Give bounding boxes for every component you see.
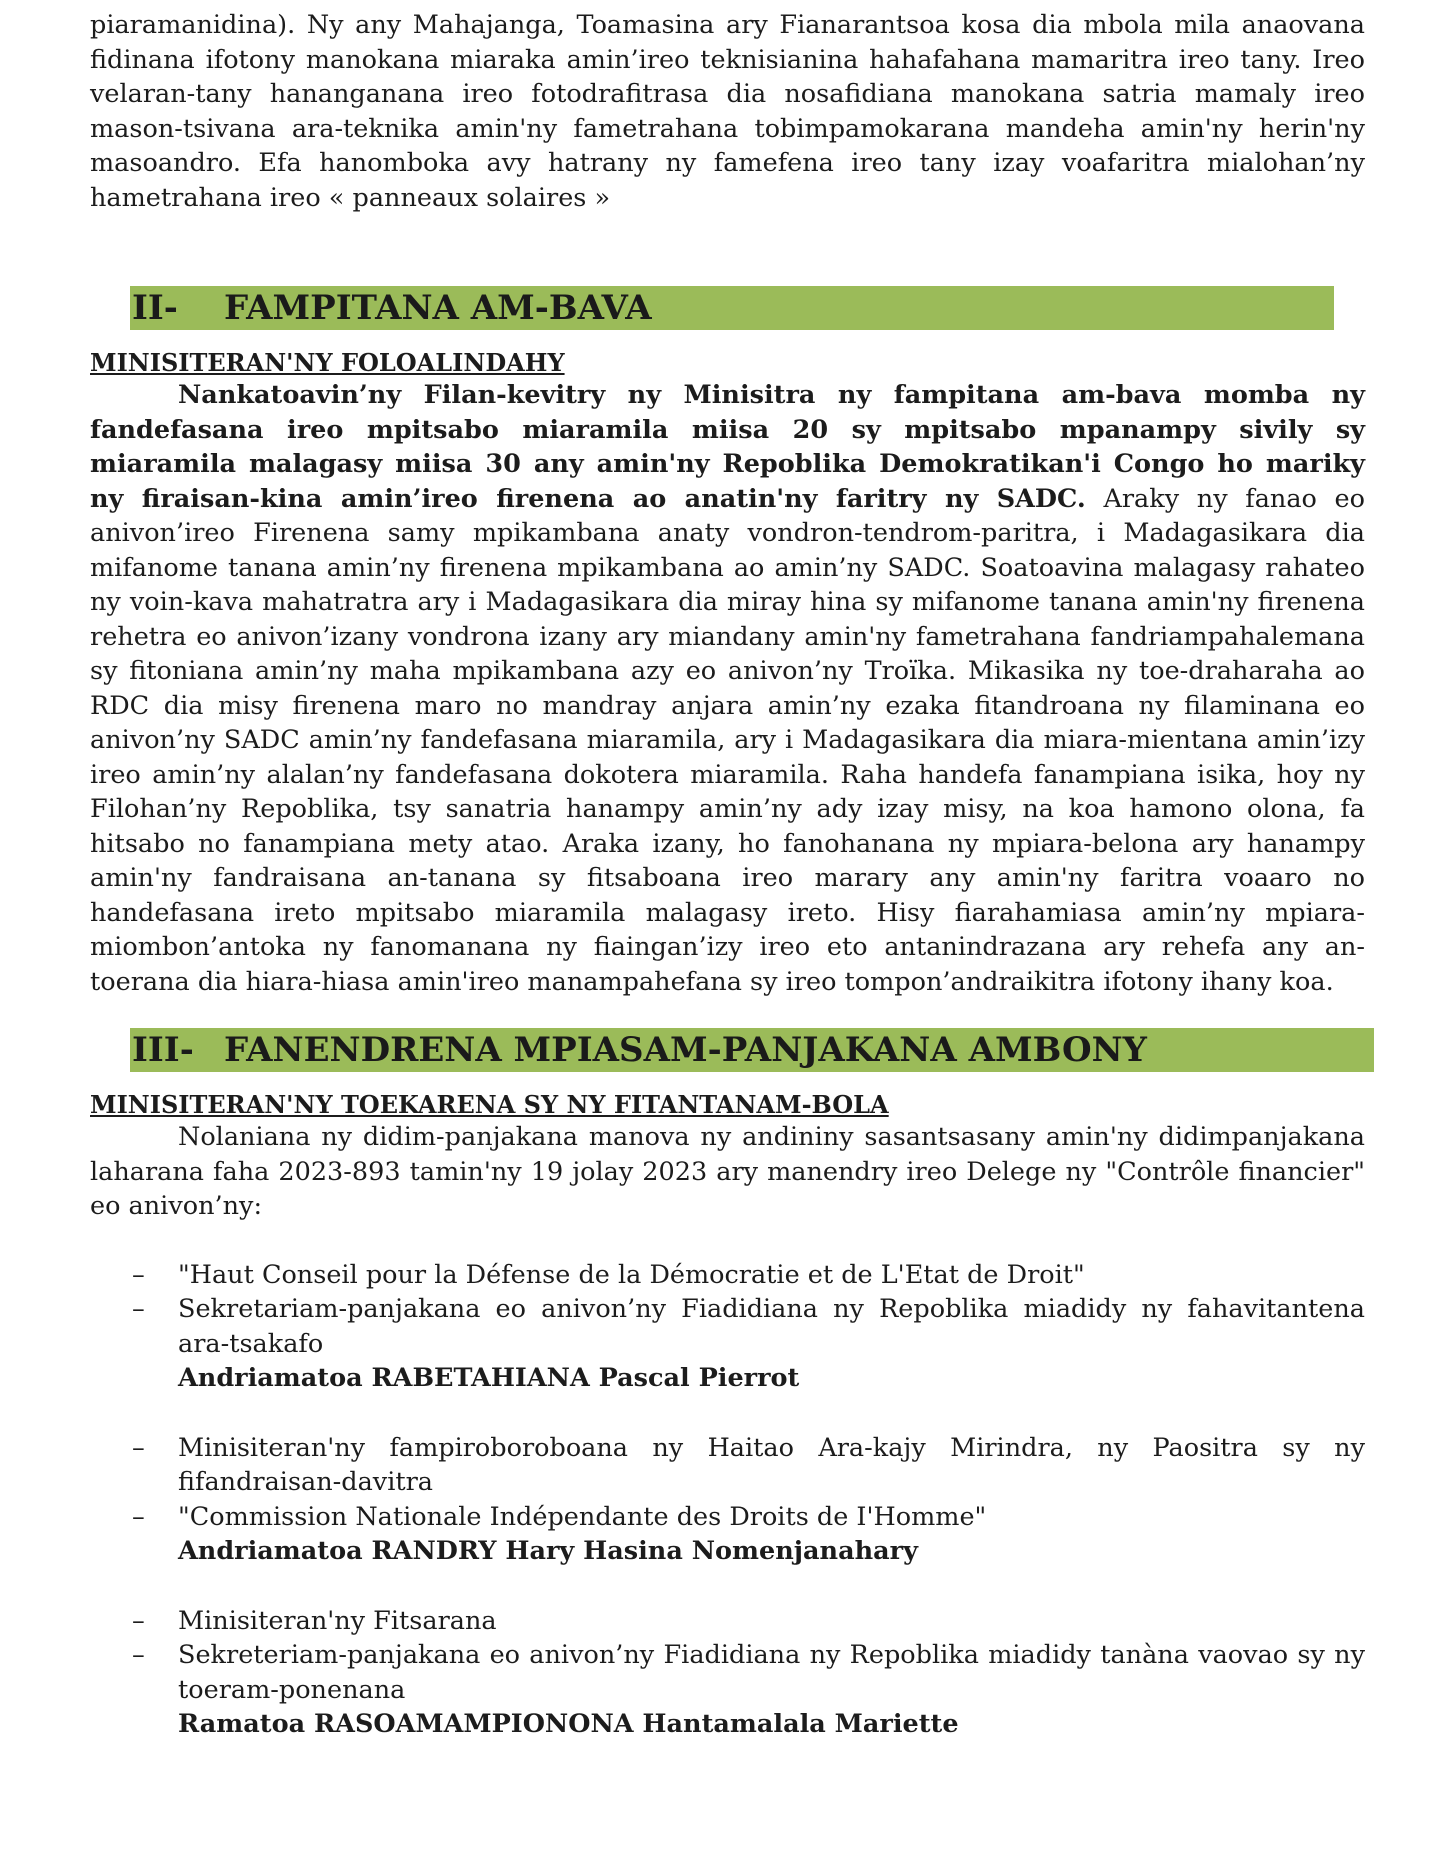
section-title: FANENDRENA MPIASAM-PANJAKANA AMBONY — [224, 1030, 1147, 1070]
appointment-group — [90, 1604, 1365, 1742]
dash-bullet: – — [132, 1605, 145, 1636]
list-item: – "Haut Conseil pour la Défense de la Démocratie et de L'Etat de Droit" — [90, 1258, 1365, 1293]
list-item: – Sekretariam-panjakana eo anivon’ny Fiadidiana ny Repoblika miadidy ny fahavitantena ara-tsakafo — [132, 1294, 1365, 1359]
section-heading-2 — [130, 286, 1334, 330]
dash-bullet: – — [132, 1259, 145, 1290]
bold-lead: Nankatoavin’ny Filan-kevitry ny Minisitra ny fampitana am-bava momba ny fandefasana ireo mpitsabo miaramila miisa 20 sy mpitsabo mpanampy sivily sy miaramila malagasy miisa 30 any amin'ny Repoblika Demokratikan'i Congo ho mariky ny firaisan-kina amin’ireo firenena ao anatin'ny faritry ny SADC. — [90, 380, 1365, 514]
appointment-group — [90, 1431, 1365, 1569]
dash-bullet: – — [132, 1640, 145, 1670]
appointment-group — [90, 1258, 1365, 1396]
list-item: – Sekreteriam-panjakana eo anivon’ny Fiadidiana ny Repoblika miadidy tanàna vaovao sy ny toeram-ponenana — [132, 1640, 1365, 1705]
section-number: II- — [132, 288, 178, 328]
appointment-list — [90, 1258, 1365, 1362]
list-item: – "Commission Nationale Indépendante des Droits de I'Homme" — [90, 1500, 1365, 1535]
section-heading-3 — [130, 1028, 1374, 1072]
appointee-name: Andriamatoa RANDRY Hary Hasina Nomenjanahary — [178, 1536, 918, 1566]
section-title: FAMPITANA AM-BAVA — [224, 288, 652, 328]
ministry-heading: MINISITERAN'NY FOLOALINDAHY — [90, 348, 565, 377]
intro-paragraph: piaramanidina). Ny any Mahajanga, Toamasina ary Fianarantsoa kosa dia mbola mila anaovana fidinana ifotony manokana miaraka amin’ireo teknisianina hahafahana mamaritra ireo tany. Ireo velaran-tany hananganana ireo fotodrafitrasa dia nosafidiana manokana satria mamaly ireo mason-tsivana ara-teknika amin'ny fametrahana tobimpamokarana mandeha amin'ny herin'ny masoandro. Efa hanomboka avy hatrany ny famefena ireo tany izay voafaritra mialohan’ny hametrahana ireo « panneaux solaires » — [90, 10, 1365, 213]
list-item: – Minisiteran'ny fampiroboroboana ny Haitao Ara-kajy Mirindra, ny Paositra sy ny fifandraisan-davitra — [132, 1432, 1365, 1497]
dash-bullet: – — [132, 1432, 145, 1463]
dash-bullet: – — [132, 1501, 145, 1532]
list-item: – Minisiteran'ny Fitsarana — [90, 1604, 1365, 1639]
appointee-name: Andriamatoa RABETAHIANA Pascal Pierrot — [178, 1363, 800, 1393]
paragraph-body: Araky ny fanao eo anivon’ireo Firenena samy mpikambana anaty vondron-tendrom-paritra, i Madagasikara dia mifanome tanana amin’ny firenena mpikambana ao amin’ny SADC. Soatoavina malagasy rahateo ny voin-kava mahatratra ary i Madagasikara dia miray hina sy mifanome tanana amin'ny firenena rehetra eo anivon’izany vondrona izany ary miandany amin'ny fametrahana fandriampahalemana sy fitoniana amin’ny maha mpikambana azy eo anivon’ny Troïka. Mikasika ny toe-draharaha ao RDC dia misy firenena maro no mandray anjara amin’ny ezaka fitandroana ny filaminana eo anivon’ny SADC amin’ny fandefasana miaramila, ary i Madagasikara dia miara-mientana amin’izy ireo amin’ny alalan’ny fandefasana dokotera miaramila. Raha handefa fanampiana isika, hoy ny Filohan’ny Repoblika, tsy sanatria hanampy amin’ny ady izay misy, na koa hamono olona, fa hitsabo no fanampiana mety atao. Araka izany, ho fanohanana ny mpiara-belona ary hanampy amin'ny fandraisana an-tanana sy fitsaboana ireo marary any amin'ny faritra voaaro no handefasana ireto mpitsabo miaramila malagasy ireto. Hisy fiarahamiasa amin’ny mpiara-miombon’antoka ny fanomanana ny fiaingan’izy ireo eto antanindrazana ary rehefa any an-toerana dia hiara-hiasa amin'ireo manampahefana sy ireo tompon’andraikitra ifotony ihany koa. — [90, 483, 1366, 997]
document-page — [90, 8, 1365, 1742]
section-number: III- — [132, 1030, 194, 1070]
appointment-list — [90, 1604, 1365, 1708]
ministry-heading: MINISITERAN'NY TOEKARENA SY NY FITANTANAM-BOLA — [90, 1090, 889, 1119]
appointment-list — [90, 1431, 1365, 1535]
dash-bullet: – — [132, 1294, 145, 1324]
section-3-intro: Nolaniana ny didim-panjakana manova ny andininy sasantsasany amin'ny didimpanjakana laharana faha 2023-893 tamin'ny 19 jolay 2023 ary manendry ireo Delege ny "Contrôle financier" eo anivon’ny: — [90, 1122, 1365, 1221]
section-2-paragraph — [90, 378, 1365, 999]
appointee-name: Ramatoa RASOAMAMPIONONA Hantamalala Mariette — [178, 1709, 959, 1739]
